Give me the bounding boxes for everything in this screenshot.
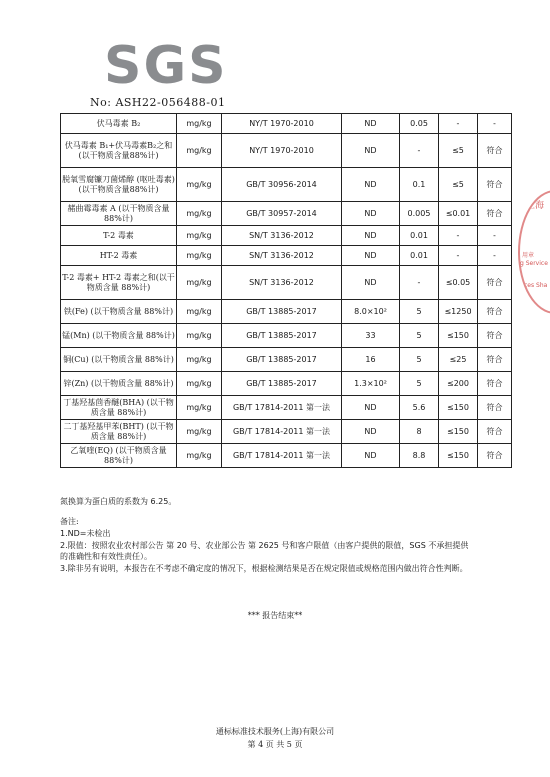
row-conclusion: 符合: [478, 396, 512, 420]
row-result: ND: [342, 202, 400, 226]
row-result: ND: [342, 246, 400, 266]
report-end-mark: *** 报告结束**: [247, 611, 303, 620]
row-name: 赭曲霉毒素 A (以干物质含量 88%计): [61, 202, 177, 226]
row-name: 丁基羟基茴香醚(BHA) (以干物质含量 88%计): [61, 396, 177, 420]
row-result: ND: [342, 444, 400, 468]
row-name: 铜(Cu) (以干物质含量 88%计): [61, 348, 177, 372]
row-unit: mg/kg: [177, 114, 222, 134]
row-name: 锌(Zn) (以干物质含量 88%计): [61, 372, 177, 396]
row-method: NY/T 1970-2010: [222, 114, 342, 134]
remark-2: 2.限值：按照农业农村部公告 第 20 号、农业部公告 第 2625 号和客户限值（由客户提供的限值，SGS 不承担提供的准确性和有效性责任）。: [60, 541, 469, 561]
row-name: 乙氧喹(EQ) (以干物质含量 88%计): [61, 444, 177, 468]
row-name: T-2 毒素: [61, 226, 177, 246]
row-conclusion: 符合: [478, 348, 512, 372]
row-mdl: 8: [400, 420, 439, 444]
row-limit: ≤5: [439, 134, 478, 168]
row-method: GB/T 17814-2011 第一法: [222, 396, 342, 420]
row-name: HT-2 毒素: [61, 246, 177, 266]
row-unit: mg/kg: [177, 348, 222, 372]
row-mdl: 5.6: [400, 396, 439, 420]
row-result: ND: [342, 396, 400, 420]
row-result: 8.0×10²: [342, 300, 400, 324]
stamp-text-1: 上海: [526, 201, 545, 211]
row-method: SN/T 3136-2012: [222, 226, 342, 246]
table-row: [61, 202, 512, 226]
row-method: GB/T 13885-2017: [222, 324, 342, 348]
row-unit: mg/kg: [177, 444, 222, 468]
row-limit: ≤25: [439, 348, 478, 372]
remark-1: 1.ND=未检出: [60, 529, 111, 538]
nitrogen-factor-note: 氮换算为蛋白质的系数为 6.25。: [60, 497, 177, 506]
row-unit: mg/kg: [177, 226, 222, 246]
stamp-text-2: 用章: [522, 252, 535, 259]
row-limit: ≤0.01: [439, 202, 478, 226]
footer-page-number: 第 4 页 共 5 页: [247, 740, 303, 749]
row-result: ND: [342, 134, 400, 168]
row-name: 伏马毒素 B₂: [61, 114, 177, 134]
row-conclusion: 符合: [478, 324, 512, 348]
row-mdl: 5: [400, 300, 439, 324]
row-mdl: -: [400, 134, 439, 168]
table-row: [61, 266, 512, 300]
company-seal-stamp: [518, 190, 550, 314]
row-name: 铁(Fe) (以干物质含量 88%计): [61, 300, 177, 324]
row-mdl: 5: [400, 348, 439, 372]
table-row: [61, 396, 512, 420]
row-name: 脱氧雪腐镰刀菌烯醇 (呕吐毒素) (以干物质含量88%计): [61, 168, 177, 202]
row-unit: mg/kg: [177, 168, 222, 202]
row-conclusion: 符合: [478, 134, 512, 168]
row-method: NY/T 1970-2010: [222, 134, 342, 168]
row-method: SN/T 3136-2012: [222, 266, 342, 300]
row-method: GB/T 13885-2017: [222, 348, 342, 372]
row-unit: mg/kg: [177, 134, 222, 168]
row-result: ND: [342, 266, 400, 300]
table-row: [61, 444, 512, 468]
row-result: 33: [342, 324, 400, 348]
row-result: 16: [342, 348, 400, 372]
row-unit: mg/kg: [177, 266, 222, 300]
row-name: 伏马毒素 B₁+伏马毒素B₂之和(以干物质含量88%计): [61, 134, 177, 168]
table-row: [61, 300, 512, 324]
row-result: ND: [342, 114, 400, 134]
footer-company: 通标标准技术服务(上海)有限公司: [215, 727, 335, 736]
row-limit: ≤150: [439, 324, 478, 348]
row-method: GB/T 30957-2014: [222, 202, 342, 226]
row-mdl: 0.1: [400, 168, 439, 202]
table-row: [61, 114, 512, 134]
row-result: ND: [342, 420, 400, 444]
table-row: [61, 420, 512, 444]
row-name: T-2 毒素+ HT-2 毒素之和(以干物质含量 88%计): [61, 266, 177, 300]
row-unit: mg/kg: [177, 202, 222, 226]
row-limit: -: [439, 246, 478, 266]
table-row: [61, 246, 512, 266]
table-row: [61, 134, 512, 168]
remarks-title: 备注:: [60, 517, 79, 526]
table-row: [61, 324, 512, 348]
row-mdl: 8.8: [400, 444, 439, 468]
row-method: GB/T 17814-2011 第一法: [222, 420, 342, 444]
row-conclusion: 符合: [478, 420, 512, 444]
table-row: [61, 168, 512, 202]
sgs-logo: SGS: [104, 36, 228, 96]
row-limit: ≤200: [439, 372, 478, 396]
row-result: ND: [342, 168, 400, 202]
row-method: GB/T 30956-2014: [222, 168, 342, 202]
row-name: 锰(Mn) (以干物质含量 88%计): [61, 324, 177, 348]
row-limit: ≤150: [439, 420, 478, 444]
row-limit: -: [439, 114, 478, 134]
row-result: ND: [342, 226, 400, 246]
row-conclusion: -: [478, 114, 512, 134]
table-row: [61, 348, 512, 372]
row-limit: ≤150: [439, 444, 478, 468]
row-limit: ≤1250: [439, 300, 478, 324]
row-unit: mg/kg: [177, 246, 222, 266]
row-mdl: 0.01: [400, 246, 439, 266]
table-row: [61, 226, 512, 246]
row-unit: mg/kg: [177, 324, 222, 348]
row-limit: ≤150: [439, 396, 478, 420]
row-mdl: 5: [400, 372, 439, 396]
row-unit: mg/kg: [177, 420, 222, 444]
results-table: [60, 113, 512, 468]
row-conclusion: 符合: [478, 300, 512, 324]
row-conclusion: 符合: [478, 168, 512, 202]
remark-3: 3.除非另有说明，本报告在不考虑不确定度的情况下，根据检测结果是否在规定限值或规格范围内做出符合性判断。: [60, 564, 468, 573]
row-limit: ≤0.05: [439, 266, 478, 300]
row-mdl: 0.01: [400, 226, 439, 246]
row-conclusion: -: [478, 246, 512, 266]
row-limit: -: [439, 226, 478, 246]
row-mdl: 5: [400, 324, 439, 348]
row-result: 1.3×10²: [342, 372, 400, 396]
stamp-text-3: g Service: [520, 260, 548, 267]
row-mdl: -: [400, 266, 439, 300]
row-method: SN/T 3136-2012: [222, 246, 342, 266]
row-conclusion: -: [478, 226, 512, 246]
row-conclusion: 符合: [478, 372, 512, 396]
row-conclusion: 符合: [478, 202, 512, 226]
row-name: 二丁基羟基甲苯(BHT) (以干物质含量 88%计): [61, 420, 177, 444]
row-limit: ≤5: [439, 168, 478, 202]
row-mdl: 0.005: [400, 202, 439, 226]
row-unit: mg/kg: [177, 300, 222, 324]
row-method: GB/T 13885-2017: [222, 300, 342, 324]
table-row: [61, 372, 512, 396]
row-unit: mg/kg: [177, 396, 222, 420]
row-method: GB/T 13885-2017: [222, 372, 342, 396]
row-conclusion: 符合: [478, 444, 512, 468]
row-mdl: 0.05: [400, 114, 439, 134]
row-method: GB/T 17814-2011 第一法: [222, 444, 342, 468]
stamp-text-4: ces Sha: [524, 282, 548, 289]
report-number: No: ASH22-056488-01: [90, 96, 226, 109]
row-conclusion: 符合: [478, 266, 512, 300]
row-unit: mg/kg: [177, 372, 222, 396]
